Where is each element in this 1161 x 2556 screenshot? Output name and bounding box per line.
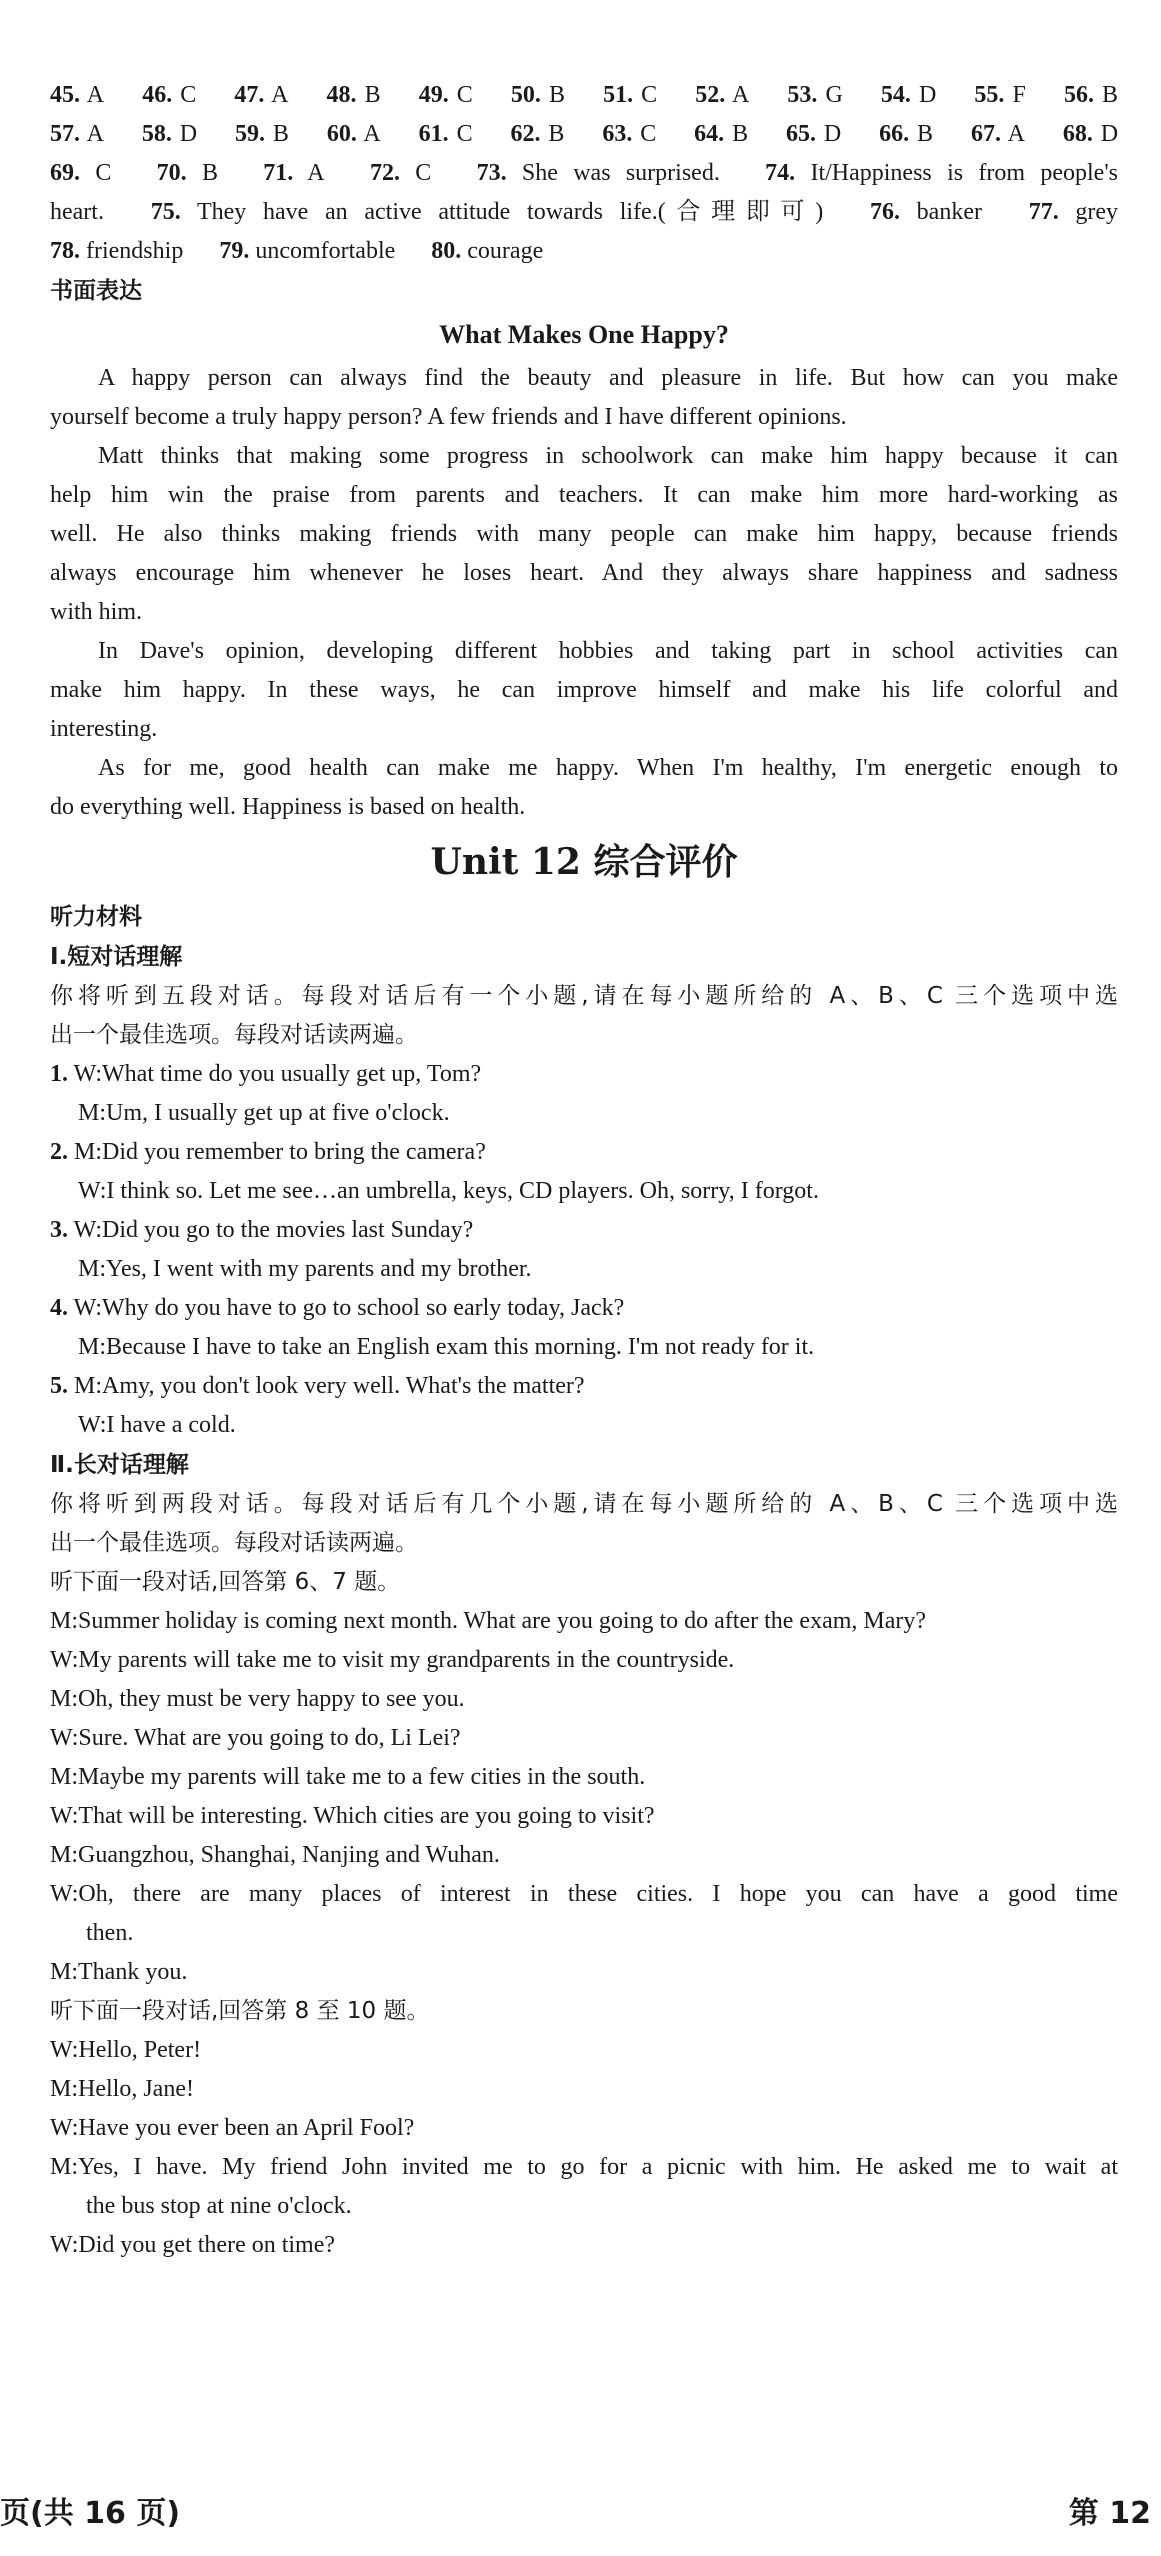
dialogue-line: M:Oh, they must be very happy to see you. — [50, 1686, 465, 1712]
footer-page-total: 页(共 16 页) — [0, 2496, 181, 2531]
answer-item — [765, 160, 1118, 186]
answer-number: 52. — [695, 82, 726, 108]
dialogue-line: the bus stop at nine o'clock. — [86, 2193, 352, 2219]
question-number: 4. — [50, 1295, 68, 1321]
answer-value: D — [1100, 121, 1118, 147]
answer-item — [787, 82, 842, 108]
answer-number: 49. — [418, 82, 449, 108]
answer-number: 74. — [765, 160, 796, 186]
dialogue-line: W:Sure. What are you going to do, Li Lei? — [50, 1725, 461, 1751]
answer-item — [50, 199, 104, 225]
answer-value: heart. — [50, 199, 104, 225]
answer-item — [603, 82, 657, 108]
answer-number: 63. — [602, 121, 633, 147]
dialogue-line: W:Have you ever been an April Fool? — [50, 2115, 415, 2141]
answer-value: C — [640, 121, 657, 147]
answer-item — [219, 238, 395, 264]
answer-value: B — [272, 121, 289, 147]
answer-number: 68. — [1062, 121, 1093, 147]
answer-number: 55. — [974, 82, 1005, 108]
answer-item — [1064, 82, 1118, 108]
dialogue-line: M:Hello, Jane! — [50, 2076, 194, 2102]
answer-item — [370, 160, 431, 186]
answer-value: A — [271, 82, 289, 108]
answer-number: 75. — [150, 199, 181, 225]
question-number: 2. — [50, 1139, 68, 1165]
dialogue-line: M:Because I have to take an English exam this morning. I'm not ready for it. — [78, 1334, 815, 1360]
question-number: 3. — [50, 1217, 68, 1243]
answer-item — [431, 238, 543, 264]
answer-value: D — [919, 82, 937, 108]
answer-item — [50, 160, 111, 186]
dialogue-question — [50, 1289, 1118, 1328]
dialogue-line: then. — [86, 1920, 134, 1946]
answer-item — [327, 82, 381, 108]
dialogue-line: M:Guangzhou, Shanghai, Nanjing and Wuhan. — [50, 1842, 500, 1868]
answer-value: courage — [467, 238, 544, 264]
answer-value: A — [363, 121, 381, 147]
answer-item — [235, 121, 289, 147]
dialogue-line: W:I think so. Let me see…an umbrella, keys, CD players. Oh, sorry, I forgot. — [78, 1178, 819, 1204]
answer-number: 46. — [142, 82, 173, 108]
answer-number: 71. — [263, 160, 294, 186]
essay-line: well. He also thinks making friends with many people can make him happy, because friends — [50, 521, 1118, 547]
part1-heading: Ⅰ.短对话理解 — [50, 944, 183, 970]
essay-line: interesting. — [50, 716, 158, 742]
answer-value: It/Happiness is from people's — [810, 160, 1118, 186]
dialogue-line: M:Amy, you don't look very well. What's the matter? — [74, 1373, 585, 1399]
dialogue-line: W:That will be interesting. Which cities are you going to visit? — [50, 1803, 655, 1829]
answer-item — [142, 82, 196, 108]
dialogue-line: W:Why do you have to go to school so early today, Jack? — [73, 1295, 625, 1321]
answer-number: 50. — [510, 82, 541, 108]
part2-instructions: 出一个最佳选项。每段对话读两遍。 — [50, 1530, 418, 1556]
answer-number: 69. — [50, 160, 80, 186]
answer-number: 58. — [141, 121, 172, 147]
answer-value: banker — [916, 199, 982, 225]
part1-instructions: 你将听到五段对话。每段对话后有一个小题,请在每小题所给的 A、B、C 三个选项中选 — [50, 983, 1118, 1009]
answer-item — [879, 121, 933, 147]
dialogue-line: M:Maybe my parents will take me to a few cities in the south. — [50, 1764, 646, 1790]
answer-item — [694, 121, 748, 147]
essay-line: In Dave's opinion, developing different hobbies and taking part in school activities can — [98, 638, 1118, 664]
answer-item — [419, 121, 473, 147]
answer-number: 78. — [50, 238, 80, 264]
answer-value: C — [415, 160, 432, 186]
answer-number: 77. — [1028, 199, 1059, 225]
answer-item — [50, 121, 104, 147]
essay-line: with him. — [50, 599, 143, 625]
answer-value: C — [456, 82, 473, 108]
answer-number: 64. — [694, 121, 725, 147]
answer-item — [971, 121, 1025, 147]
answer-value: B — [548, 121, 565, 147]
dialogue-line: W:Did you go to the movies last Sunday? — [73, 1217, 474, 1243]
part1-instructions: 出一个最佳选项。每段对话读两遍。 — [50, 1022, 418, 1048]
answer-number: 61. — [418, 121, 449, 147]
answer-value: C — [95, 160, 112, 186]
answer-value: B — [548, 82, 565, 108]
answer-row-4 — [50, 193, 1118, 232]
answer-value: B — [917, 121, 934, 147]
answer-number: 73. — [476, 160, 507, 186]
essay-line: help him win the praise from parents and teachers. It can make him more hard-working as — [50, 482, 1118, 508]
answer-number: 72. — [369, 160, 400, 186]
answer-item — [263, 160, 324, 186]
answer-number: 80. — [431, 238, 462, 264]
answer-item — [50, 82, 104, 108]
answer-item — [50, 238, 183, 264]
part2-instructions: 你将听到两段对话。每段对话后有几个小题,请在每小题所给的 A、B、C 三个选项中选 — [50, 1491, 1118, 1517]
dialogue-line: W:Hello, Peter! — [50, 2037, 202, 2063]
answer-item — [786, 121, 841, 147]
answer-item — [974, 82, 1025, 108]
answer-item — [327, 121, 381, 147]
answer-value: B — [732, 121, 749, 147]
dialogue1-intro: 听下面一段对话,回答第 6、7 题。 — [50, 1569, 401, 1595]
writing-heading: 书面表达 — [50, 278, 142, 304]
answer-value: D — [823, 121, 842, 147]
essay-line: A happy person can always find the beauty and pleasure in life. But how can you make — [98, 365, 1118, 391]
answer-row-5 — [50, 232, 1118, 271]
answer-value: A — [307, 160, 325, 186]
dialogue-2 — [50, 2031, 1118, 2187]
answer-number: 62. — [510, 121, 541, 147]
answer-item — [1063, 121, 1118, 147]
answer-value: G — [825, 82, 843, 108]
dialogue-line: W:I have a cold. — [78, 1412, 236, 1438]
answer-value: grey — [1075, 199, 1118, 225]
answer-value: friendship — [86, 238, 184, 264]
answer-value: B — [1102, 82, 1118, 108]
dialogue-line: M:Yes, I have. My friend John invited me to go for a picnic with him. He asked me to wait at — [50, 2154, 1118, 2180]
dialogue-line: M:Yes, I went with my parents and my brother. — [78, 1256, 532, 1282]
dialogue-1 — [50, 1602, 1118, 1914]
dialogue-line: M:Um, I usually get up at five o'clock. — [78, 1100, 450, 1126]
answer-number: 57. — [50, 121, 80, 147]
answer-page — [50, 76, 1118, 2265]
answer-number: 56. — [1063, 82, 1094, 108]
answer-value: B — [364, 82, 381, 108]
answer-item — [602, 121, 656, 147]
dialogue-line: M:Summer holiday is coming next month. What are you going to do after the exam, Mary? — [50, 1608, 927, 1634]
dialogue2-intro: 听下面一段对话,回答第 8 至 10 题。 — [50, 1998, 430, 2024]
answer-row-2 — [50, 115, 1118, 154]
essay-line: do everything well. Happiness is based on health. — [50, 794, 526, 820]
dialogue-question — [50, 1367, 1118, 1406]
answer-value: C — [641, 82, 658, 108]
answer-value: A — [732, 82, 750, 108]
answer-value: B — [201, 160, 218, 186]
listening-heading: 听力材料 — [50, 904, 142, 930]
essay-line: always encourage him whenever he loses heart. And they always share happiness and sadness — [50, 560, 1118, 586]
short-dialogues — [50, 1055, 1118, 1445]
question-number: 1. — [50, 1061, 68, 1087]
answer-number: 70. — [156, 160, 187, 186]
footer-page-number: 第 12 — [1068, 2496, 1151, 2531]
answer-number: 67. — [970, 121, 1001, 147]
answer-item — [477, 160, 720, 186]
answer-item — [151, 199, 824, 225]
essay-line: As for me, good health can make me happy. When I'm healthy, I'm energetic enough to — [98, 755, 1118, 781]
answer-number: 48. — [326, 82, 357, 108]
answer-value: uncomfortable — [255, 238, 396, 264]
answer-number: 59. — [235, 121, 265, 147]
unit-title: Unit 12 综合评价 — [430, 841, 738, 883]
answer-item — [234, 82, 288, 108]
page-footer — [0, 2488, 1161, 2538]
answer-value: D — [179, 121, 198, 147]
part2-heading: Ⅱ.长对话理解 — [50, 1452, 189, 1478]
dialogue-question — [50, 1211, 1118, 1250]
essay-title: What Makes One Happy? — [439, 320, 729, 349]
answer-value: They have an active attitude towards life.(合理即可) — [196, 199, 824, 225]
answer-value: A — [86, 82, 105, 108]
answer-item — [881, 82, 936, 108]
answer-item — [870, 199, 982, 225]
answer-item — [511, 82, 565, 108]
dialogue-question — [50, 1055, 1118, 1094]
essay-line: make him happy. In these ways, he can improve himself and make his life colorful and — [50, 677, 1118, 703]
answer-value: A — [1007, 121, 1025, 147]
answer-item — [1029, 199, 1118, 225]
answer-item — [511, 121, 565, 147]
answer-number: 79. — [219, 238, 250, 264]
dialogue-line: W:Oh, there are many places of interest in these cities. I hope you can have a good time — [50, 1881, 1118, 1907]
answer-value: A — [86, 121, 104, 147]
answer-value: She was surprised. — [521, 160, 720, 186]
answer-number: 65. — [785, 121, 816, 147]
answer-number: 60. — [326, 121, 357, 147]
answer-number: 54. — [880, 82, 911, 108]
answer-item — [157, 160, 218, 186]
answer-value: F — [1012, 82, 1026, 108]
answer-value: C — [180, 82, 197, 108]
answer-number: 51. — [603, 82, 634, 108]
dialogue-question — [50, 1133, 1118, 1172]
question-number: 5. — [50, 1373, 68, 1399]
answer-number: 76. — [869, 199, 900, 225]
essay-line: Matt thinks that making some progress in schoolwork can make him happy because it can — [98, 443, 1118, 469]
answer-number: 45. — [50, 82, 80, 108]
answer-value: C — [456, 121, 473, 147]
answer-number: 47. — [234, 82, 265, 108]
dialogue-line: W:Did you get there on time? — [50, 2232, 336, 2258]
essay-line: yourself become a truly happy person? A few friends and I have different opinions. — [50, 404, 847, 430]
dialogue-line: W:My parents will take me to visit my grandparents in the countryside. — [50, 1647, 735, 1673]
answer-item — [142, 121, 197, 147]
answer-row-3 — [50, 154, 1118, 193]
dialogue-line: M:Thank you. — [50, 1959, 188, 1985]
dialogue-line: W:What time do you usually get up, Tom? — [73, 1061, 482, 1087]
answer-number: 53. — [787, 82, 818, 108]
answer-item — [419, 82, 473, 108]
dialogue-line: M:Did you remember to bring the camera? — [74, 1139, 486, 1165]
answer-row-1 — [50, 76, 1118, 115]
answer-number: 66. — [879, 121, 910, 147]
answer-item — [695, 82, 749, 108]
